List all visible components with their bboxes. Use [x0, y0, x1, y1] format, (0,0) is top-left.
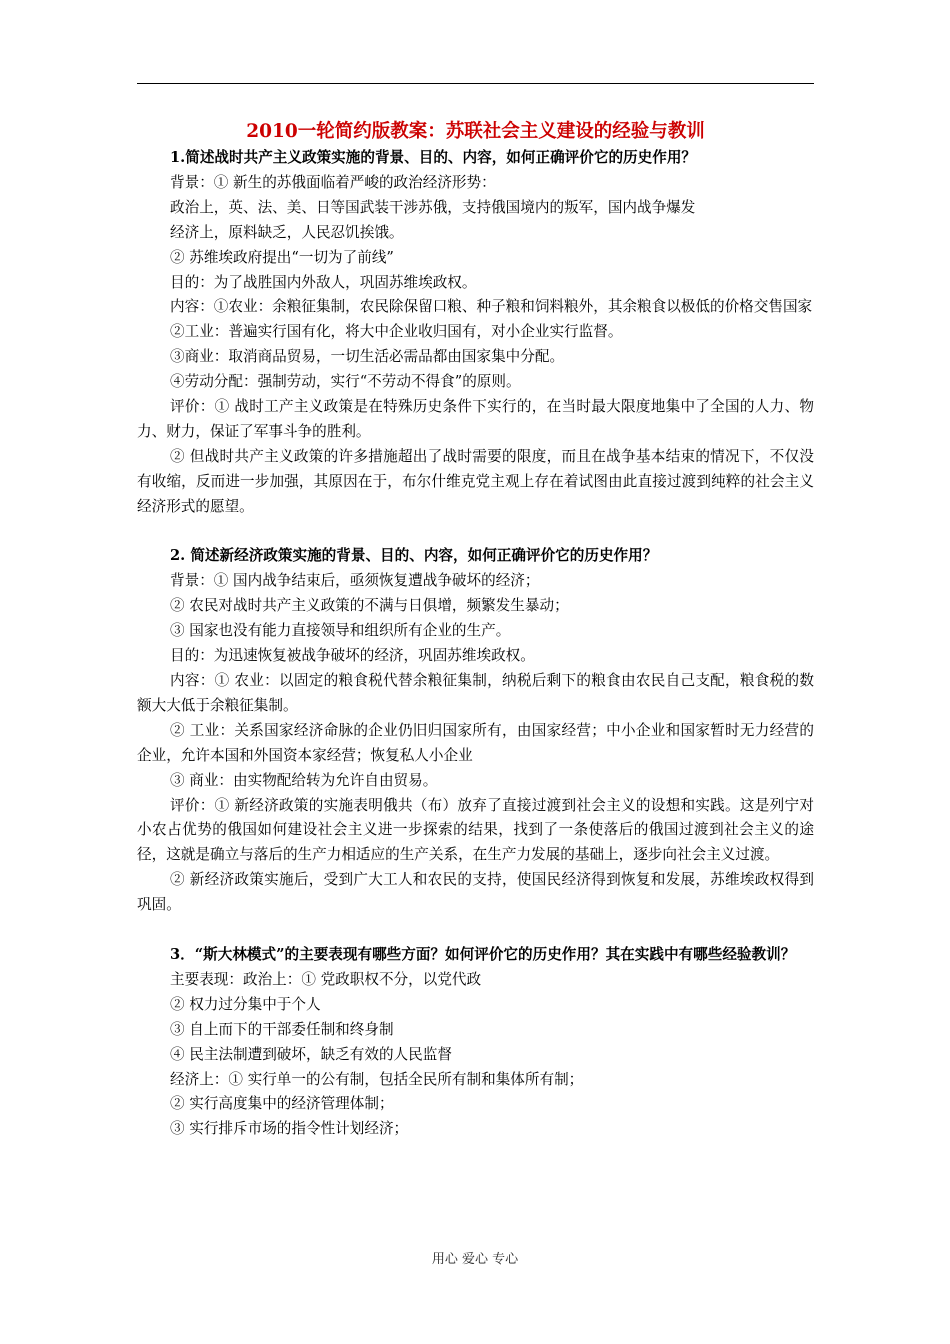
section-1 [137, 146, 814, 520]
section-2-line: ② 农民对战时共产主义政策的不满与日俱增，频繁发生暴动； [170, 597, 569, 615]
section-spacer [137, 520, 814, 545]
section-3-line: 经济上：① 实行单一的公有制，包括全民所有制和集体所有制； [170, 1070, 584, 1088]
section-1-line: ②工业：普遍实行国有化，将大中企业收归国有，对小企业实行监督。 [170, 323, 623, 341]
section-1-heading: 1.简述战时共产主义政策实施的背景、目的、内容，如何正确评价它的历史作用？ [170, 149, 697, 166]
section-1-paragraph: ② 但战时共产主义政策的许多措施超出了战时需要的限度，而且在战争基本结束的情况下，不仅没有收缩，反而进一步加强，其原因在于，布尔什维克党主观上存在着试图由此直接过渡到纯粹的社会主义经济形式的愿望。 [137, 447, 814, 515]
section-3-line: ② 权力过分集中于个人 [170, 995, 321, 1013]
section-3-line: ② 实行高度集中的经济管理体制； [170, 1095, 394, 1113]
document-body [137, 118, 814, 1142]
section-spacer [137, 918, 814, 943]
section-3 [137, 943, 814, 1142]
section-2-line: ③ 商业：由实物配给转为允许自由贸易。 [170, 771, 438, 789]
section-3-line: ③ 实行排斥市场的指令性计划经济； [170, 1120, 409, 1138]
section-2-line: 背景：① 国内战争结束后，亟须恢复遭战争破坏的经济； [170, 572, 540, 590]
section-3-line: ④ 民主法制遭到破坏，缺乏有效的人民监督 [170, 1045, 452, 1063]
section-2-line: 目的：为迅速恢复被战争破坏的经济，巩固苏维埃政权。 [170, 647, 535, 665]
section-2-paragraph: 评价：① 新经济政策的实施表明俄共（布）放弃了直接过渡到社会主义的设想和实践。这是列宁对小农占优势的俄国如何建设社会主义进一步探索的结果，找到了一条使落后的俄国过渡到社会主义的途径，这就是确立与落后的生产力相适应的生产关系，在生产力发展的基础上，逐步向社会主义过渡。 [137, 796, 814, 864]
section-2-paragraph: ② 新经济政策实施后，受到广大工人和农民的支持，使国民经济得到恢复和发展，苏维埃政权得到巩固。 [137, 871, 814, 914]
section-3-line: ③ 自上而下的干部委任制和终身制 [170, 1020, 394, 1038]
header-rule [137, 83, 814, 84]
section-1-line: ④劳动分配：强制劳动，实行“不劳动不得食”的原则。 [170, 373, 521, 391]
section-3-heading: 3．“斯大林模式”的主要表现有哪些方面？如何评价它的历史作用？其在实践中有哪些经验教训？ [170, 945, 796, 963]
section-1-paragraph: 内容：①农业：余粮征集制，农民除保留口粮、种子粮和饲料粮外，其余粮食以极低的价格交售国家 [170, 298, 813, 316]
section-1-line: 经济上，原料缺乏，人民忍饥挨饿。 [170, 223, 404, 241]
section-2-heading: 2. 简述新经济政策实施的背景、目的、内容，如何正确评价它的历史作用？ [170, 547, 658, 565]
section-3-line: 主要表现：政治上：① 党政职权不分，以党代政 [170, 970, 482, 988]
section-1-line: 背景：① 新生的苏俄面临着严峻的政治经济形势： [170, 173, 496, 191]
page-footer: 用心 爱心 专心 [431, 1252, 519, 1267]
section-1-line: 目的：为了战胜国内外敌人，巩固苏维埃政权。 [170, 273, 477, 291]
section-1-line: 政治上，英、法、美、日等国武装干涉苏俄，支持俄国境内的叛军，国内战争爆发 [170, 198, 696, 216]
section-1-line: ③商业：取消商品贸易，一切生活必需品都由国家集中分配。 [170, 348, 565, 366]
section-1-line: ② 苏维埃政府提出“一切为了前线” [170, 248, 394, 266]
section-2-paragraph: 内容：① 农业：以固定的粮食税代替余粮征集制，纳税后剩下的粮食由农民自己支配，粮食税的数额大大低于余粮征集制。 [137, 672, 814, 714]
section-2-line: ③ 国家也没有能力直接领导和组织所有企业的生产。 [170, 622, 511, 640]
section-2 [137, 544, 814, 918]
section-2-paragraph: ② 工业：关系国家经济命脉的企业仍旧归国家所有，由国家经营；中小企业和国家暂时无力经营的企业，允许本国和外国资本家经营；恢复私人小企业 [137, 721, 814, 764]
section-1-paragraph: 评价：① 战时工产主义政策是在特殊历史条件下实行的，在当时最大限度地集中了全国的人力、物力、财力，保证了军事斗争的胜利。 [137, 398, 814, 440]
document-title: 2010一轮简约版教案：苏联社会主义建设的经验与教训 [246, 121, 705, 142]
